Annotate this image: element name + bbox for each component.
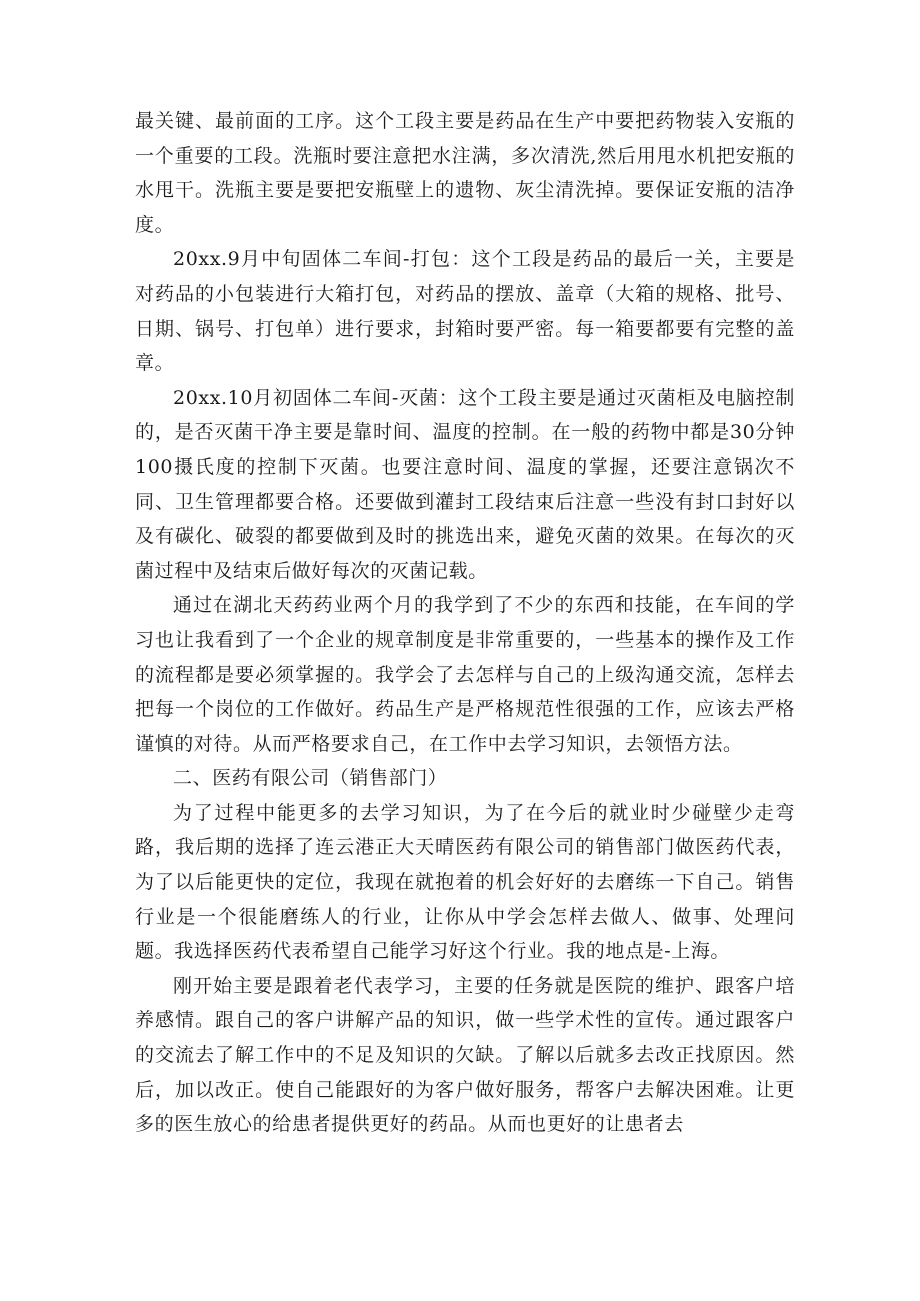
paragraph-sales-intro: 为了过程中能更多的去学习知识，为了在今后的就业时少碰壁少走弯路，我后期的选择了连云港正大天晴医药有限公司的销售部门做医药代表，为了以后能更快的定位，我现在就抱着的机会好好的去磨练一下自己。销售行业是一个很能磨练人的行业，让你从中学会怎样去做人、做事、处理问题。我选择医药代表希望自己能学习好这个行业。我的地点是-上海。 — [135, 801, 795, 963]
document-body — [135, 104, 795, 1142]
paragraph-packing: 20xx.9月中旬固体二车间-打包：这个工段是药品的最后一关，主要是对药品的小包装进行大箱打包，对药品的摆放、盖章（大箱的规格、批号、日期、锅号、打包单）进行要求，封箱时要严密。每一箱要都要有完整的盖章。 — [135, 248, 795, 375]
paragraph-sterilization: 20xx.10月初固体二车间-灭菌：这个工段主要是通过灭菌柜及电脑控制的，是否灭菌干净主要是靠时间、温度的控制。在一般的药物中都是30分钟100摄氏度的控制下灭菌。也要注意时间、温度的掌握，还要注意锅次不同、卫生管理都要合格。还要做到灌封工段结束后注意一些没有封口封好以及有碳化、破裂的都要做到及时的挑选出来，避免灭菌的效果。在每次的灭菌过程中及结束后做好每次的灭菌记载。 — [135, 386, 795, 582]
paragraph-washing-continued: 最关键、最前面的工序。这个工段主要是药品在生产中要把药物装入安瓶的一个重要的工段。洗瓶时要注意把水注满，多次清洗,然后用甩水机把安瓶的水甩干。洗瓶主要是要把安瓶壁上的遗物、灰尘清洗掉。要保证安瓶的洁净度。 — [135, 110, 795, 236]
section-heading-sales: 二、医药有限公司（销售部门） — [173, 767, 448, 790]
paragraph-summary: 通过在湖北天药药业两个月的我学到了不少的东西和技能，在车间的学习也让我看到了一个企业的规章制度是非常重要的，一些基本的操作及工作的流程都是要必须掌握的。我学会了去怎样与自己的上级沟通交流，怎样去把每一个岗位的工作做好。药品生产是严格规范性很强的工作，应该去严格谨慎的对待。从而严格要求自己，在工作中去学习知识，去领悟方法。 — [135, 594, 795, 755]
paragraph-sales-work: 刚开始主要是跟着老代表学习，主要的任务就是医院的维护、跟客户培养感情。跟自己的客户讲解产品的知识，做一些学术性的宣传。通过跟客户的交流去了解工作中的不足及知识的欠缺。了解以后就多去改正找原因。然后，加以改正。使自己能跟好的为客户做好服务，帮客户去解决困难。让更多的医生放心的给患者提供更好的药品。从而也更好的让患者去 — [135, 974, 795, 1136]
